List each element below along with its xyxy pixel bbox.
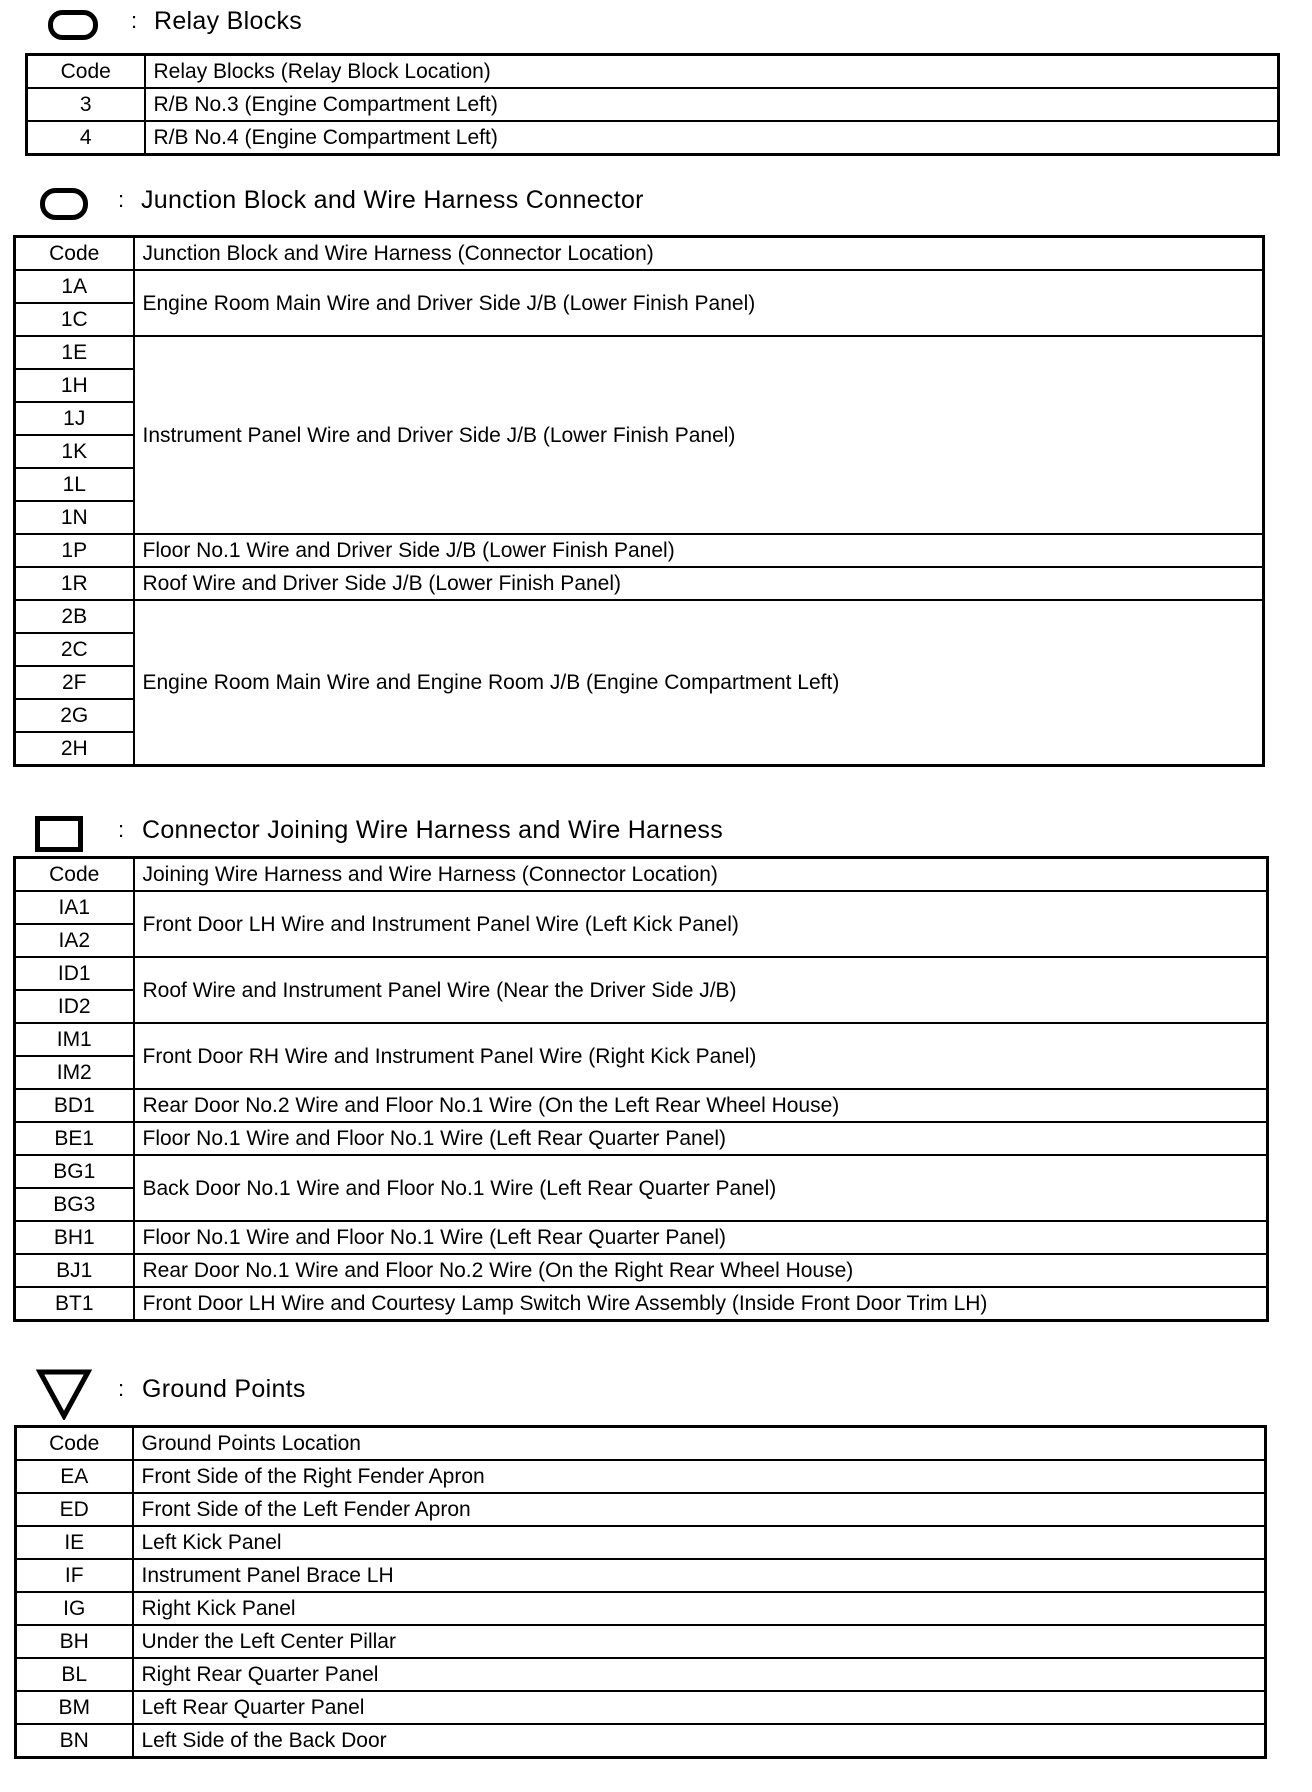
row-code: 1E — [15, 336, 134, 369]
row-code: IA2 — [15, 924, 134, 957]
row-description: Engine Room Main Wire and Engine Room J/B (Engine Compartment Left) — [134, 600, 1264, 766]
row-code: BG3 — [15, 1188, 134, 1221]
table-row — [15, 567, 1264, 600]
row-code: ID1 — [15, 957, 134, 990]
row-code: EA — [16, 1460, 133, 1493]
row-description: Under the Left Center Pillar — [133, 1625, 1266, 1658]
ground-points-title: Ground Points — [142, 1375, 306, 1403]
row-code: 1L — [15, 468, 134, 501]
ground-points-colon: : — [118, 1376, 125, 1401]
table-row — [15, 1155, 1268, 1188]
row-code: BN — [16, 1724, 133, 1758]
row-code: 2G — [15, 699, 134, 732]
row-code: 2H — [15, 732, 134, 766]
row-description: Roof Wire and Driver Side J/B (Lower Finish Panel) — [134, 567, 1264, 600]
rectangle-icon — [35, 816, 83, 852]
row-description: Right Kick Panel — [133, 1592, 1266, 1625]
header-code: Code — [27, 55, 145, 89]
relay-blocks-colon: : — [131, 8, 138, 33]
junction-block-table — [13, 235, 1265, 767]
rounded-oval-icon — [48, 10, 98, 40]
row-description: Left Kick Panel — [133, 1526, 1266, 1559]
ground-points-table — [14, 1425, 1267, 1759]
row-code: IM2 — [15, 1056, 134, 1089]
row-description: Instrument Panel Wire and Driver Side J/B (Lower Finish Panel) — [134, 336, 1264, 534]
row-code: 1R — [15, 567, 134, 600]
row-description: Rear Door No.1 Wire and Floor No.2 Wire (On the Right Rear Wheel House) — [134, 1254, 1268, 1287]
table-row — [16, 1658, 1266, 1691]
table-row — [15, 534, 1264, 567]
table-header-row — [15, 237, 1264, 271]
row-description: R/B No.4 (Engine Compartment Left) — [145, 121, 1279, 155]
table-row — [16, 1526, 1266, 1559]
row-code: IF — [16, 1559, 133, 1592]
table-row — [16, 1724, 1266, 1758]
row-description: Left Side of the Back Door — [133, 1724, 1266, 1758]
row-code: ED — [16, 1493, 133, 1526]
rounded-oval-icon — [40, 188, 88, 220]
table-header-row — [27, 55, 1279, 89]
junction-block-colon: : — [118, 187, 125, 212]
row-code: BD1 — [15, 1089, 134, 1122]
row-code: BE1 — [15, 1122, 134, 1155]
table-header-row — [15, 858, 1268, 892]
row-code: 2C — [15, 633, 134, 666]
row-code: 1C — [15, 303, 134, 336]
row-description: Floor No.1 Wire and Floor No.1 Wire (Left Rear Quarter Panel) — [134, 1122, 1268, 1155]
table-row — [15, 891, 1268, 924]
row-description: Right Rear Quarter Panel — [133, 1658, 1266, 1691]
row-code: IA1 — [15, 891, 134, 924]
row-code: BJ1 — [15, 1254, 134, 1287]
row-description: R/B No.3 (Engine Compartment Left) — [145, 88, 1279, 121]
table-row — [27, 121, 1279, 155]
row-code: BH1 — [15, 1221, 134, 1254]
relay-blocks-table — [25, 53, 1280, 156]
header-code: Code — [16, 1427, 133, 1461]
table-row — [16, 1559, 1266, 1592]
joining-connector-header — [0, 811, 1300, 851]
row-code: 1P — [15, 534, 134, 567]
row-code: BL — [16, 1658, 133, 1691]
row-code: 1H — [15, 369, 134, 402]
row-code: BH — [16, 1625, 133, 1658]
row-code: BT1 — [15, 1287, 134, 1321]
joining-connector-table — [13, 856, 1269, 1322]
row-description: Front Door LH Wire and Courtesy Lamp Switch Wire Assembly (Inside Front Door Trim LH) — [134, 1287, 1268, 1321]
joining-connector-title: Connector Joining Wire Harness and Wire Harness — [142, 816, 723, 844]
table-row — [15, 1254, 1268, 1287]
junction-block-title: Junction Block and Wire Harness Connector — [141, 186, 644, 214]
row-description: Front Side of the Right Fender Apron — [133, 1460, 1266, 1493]
row-description: Roof Wire and Instrument Panel Wire (Near the Driver Side J/B) — [134, 957, 1268, 1023]
table-row — [15, 1089, 1268, 1122]
joining-connector-colon: : — [118, 817, 125, 842]
row-code: 2F — [15, 666, 134, 699]
table-row — [16, 1592, 1266, 1625]
relay-blocks-title: Relay Blocks — [154, 7, 303, 35]
table-row — [15, 270, 1264, 303]
row-code: 1A — [15, 270, 134, 303]
row-code: 1K — [15, 435, 134, 468]
table-row — [15, 1287, 1268, 1321]
row-code: 3 — [27, 88, 145, 121]
ground-points-header — [0, 1368, 1300, 1424]
header-description: Joining Wire Harness and Wire Harness (Connector Location) — [134, 858, 1268, 892]
row-code: BM — [16, 1691, 133, 1724]
relay-blocks-header — [0, 2, 1300, 42]
table-row — [16, 1691, 1266, 1724]
table-header-row — [16, 1427, 1266, 1461]
row-description: Floor No.1 Wire and Driver Side J/B (Lower Finish Panel) — [134, 534, 1264, 567]
row-code: 4 — [27, 121, 145, 155]
header-code: Code — [15, 858, 134, 892]
header-code: Code — [15, 237, 134, 271]
header-description: Ground Points Location — [133, 1427, 1266, 1461]
table-row — [16, 1460, 1266, 1493]
row-description: Front Door LH Wire and Instrument Panel Wire (Left Kick Panel) — [134, 891, 1268, 957]
header-description: Junction Block and Wire Harness (Connector Location) — [134, 237, 1264, 271]
row-code: 1N — [15, 501, 134, 534]
table-row — [15, 1122, 1268, 1155]
table-row — [15, 336, 1264, 369]
down-triangle-icon — [36, 1368, 92, 1420]
table-row — [15, 1221, 1268, 1254]
row-code: 1J — [15, 402, 134, 435]
row-description: Back Door No.1 Wire and Floor No.1 Wire (Left Rear Quarter Panel) — [134, 1155, 1268, 1221]
table-row — [15, 600, 1264, 633]
table-row — [16, 1625, 1266, 1658]
row-description: Floor No.1 Wire and Floor No.1 Wire (Left Rear Quarter Panel) — [134, 1221, 1268, 1254]
table-row — [16, 1493, 1266, 1526]
row-code: 2B — [15, 600, 134, 633]
table-row — [15, 957, 1268, 990]
row-code: IM1 — [15, 1023, 134, 1056]
table-row — [15, 1023, 1268, 1056]
header-description: Relay Blocks (Relay Block Location) — [145, 55, 1279, 89]
junction-block-header — [0, 181, 1300, 221]
row-code: BG1 — [15, 1155, 134, 1188]
row-description: Left Rear Quarter Panel — [133, 1691, 1266, 1724]
row-description: Front Door RH Wire and Instrument Panel Wire (Right Kick Panel) — [134, 1023, 1268, 1089]
row-code: ID2 — [15, 990, 134, 1023]
row-description: Engine Room Main Wire and Driver Side J/B (Lower Finish Panel) — [134, 270, 1264, 336]
row-description: Instrument Panel Brace LH — [133, 1559, 1266, 1592]
table-row — [27, 88, 1279, 121]
row-description: Front Side of the Left Fender Apron — [133, 1493, 1266, 1526]
row-code: IG — [16, 1592, 133, 1625]
row-code: IE — [16, 1526, 133, 1559]
row-description: Rear Door No.2 Wire and Floor No.1 Wire (On the Left Rear Wheel House) — [134, 1089, 1268, 1122]
